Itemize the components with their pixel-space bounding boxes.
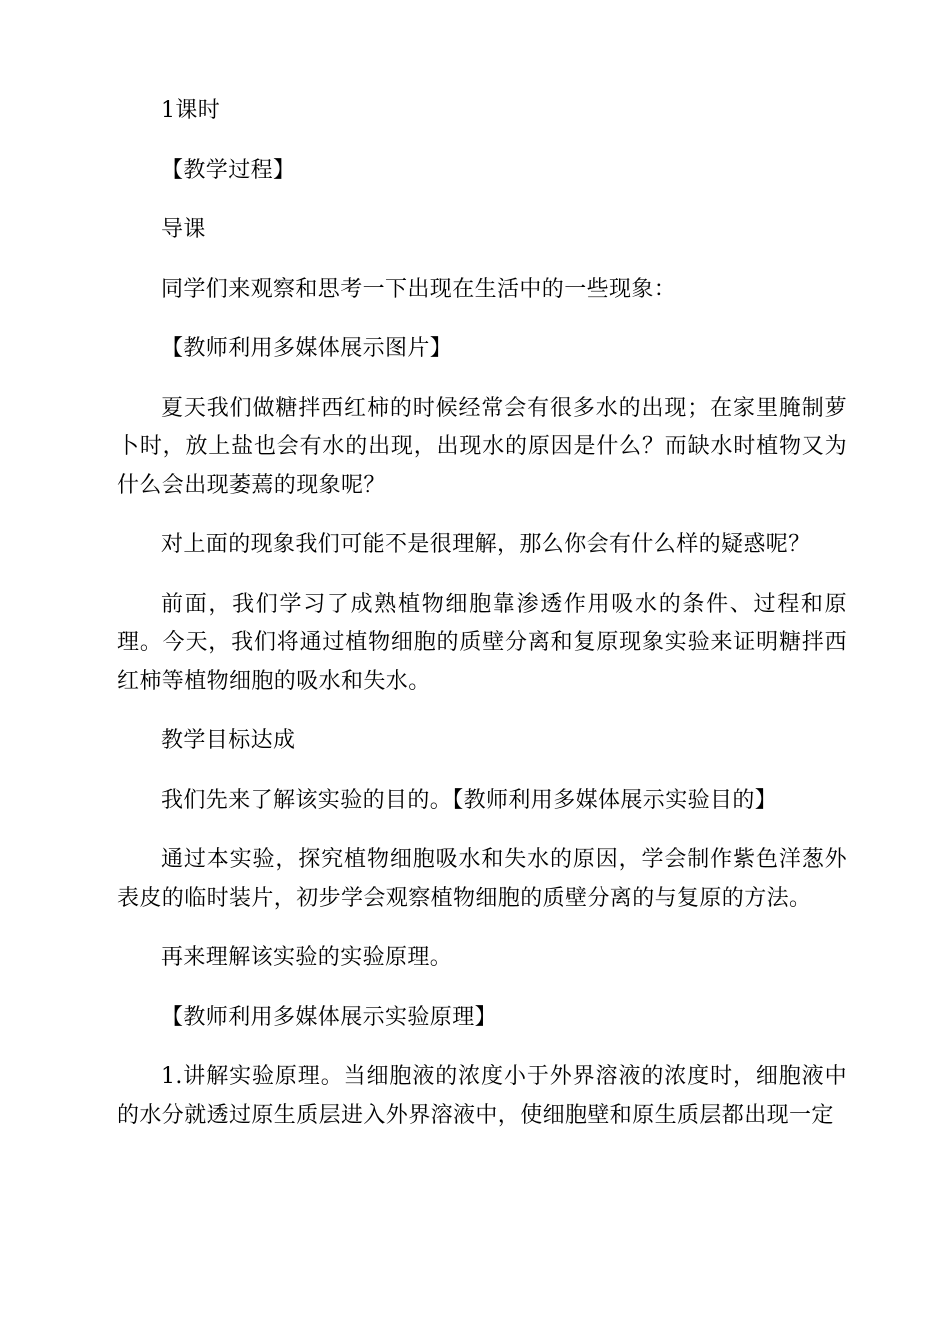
paragraph-principle-intro: 再来理解该实验的实验原理。 bbox=[161, 945, 453, 970]
note-show-principle: 【教师利用多媒体展示实验原理】 bbox=[161, 1004, 498, 1030]
paragraph-purpose: 通过本实验，探究植物细胞吸水和失水的原因，学会制作紫色洋葱外表皮的临时装片，初步学会观察植物细胞的质壁分离的与复原的方法。 bbox=[117, 847, 847, 911]
heading-objectives: 教学目标达成 bbox=[161, 728, 296, 753]
paragraph-tomato-example: 夏天我们做糖拌西红柿的时候经常会有很多水的出现；在家里腌制萝卜时，放上盐也会有水的出现，出现水的原因是什么？而缺水时植物又为什么会出现萎蔫的现象呢？ bbox=[117, 395, 847, 498]
paragraph-lesson-count: 1课时 bbox=[161, 98, 221, 123]
paragraph-purpose-intro: 我们先来了解该实验的目的。【教师利用多媒体展示实验目的】 bbox=[161, 787, 778, 813]
paragraph-question: 对上面的现象我们可能不是很理解，那么你会有什么样的疑惑呢？ bbox=[161, 532, 811, 557]
paragraph-observe-phenomena: 同学们来观察和思考一下出现在生活中的一些现象： bbox=[161, 276, 677, 302]
paragraph-review: 前面，我们学习了成熟植物细胞靠渗透作用吸水的条件、过程和原理。今天，我们将通过植物细胞的质壁分离和复原现象实验来证明糖拌西红柿等植物细胞的吸水和失水。 bbox=[117, 591, 847, 694]
heading-introduction: 导课 bbox=[161, 217, 206, 242]
note-show-pictures: 【教师利用多媒体展示图片】 bbox=[161, 336, 453, 361]
heading-teaching-process: 【教学过程】 bbox=[161, 157, 296, 183]
paragraph-principle-explanation: 1.讲解实验原理。当细胞液的浓度小于外界溶液的浓度时，细胞液中的水分就透过原生质层进入外界溶液中，使细胞壁和原生质层都出现一定 bbox=[117, 1064, 847, 1128]
document-body bbox=[117, 92, 847, 1156]
